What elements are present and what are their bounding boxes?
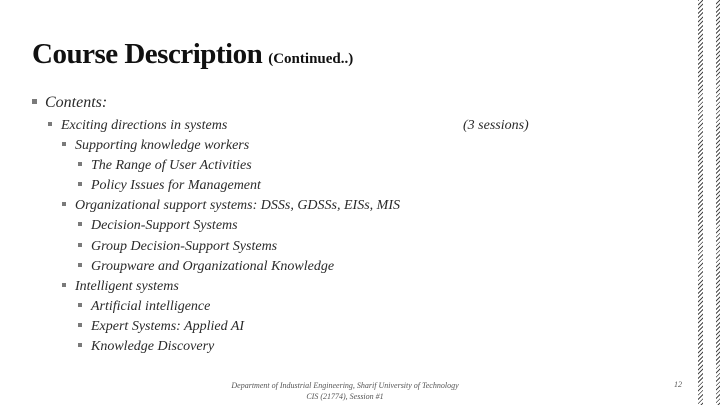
list-item xyxy=(62,138,249,154)
list-item-text: Expert Systems: Applied AI xyxy=(91,319,245,334)
list-item xyxy=(78,299,210,315)
square-bullet-icon xyxy=(78,222,82,226)
decorative-border-gap xyxy=(703,0,716,405)
list-item xyxy=(78,218,238,234)
list-item xyxy=(62,279,179,295)
slide-title-suffix: (Continued..) xyxy=(268,51,354,67)
square-bullet-icon xyxy=(78,162,82,166)
page-number: 12 xyxy=(674,380,682,389)
list-item-text: Groupware and Organizational Knowledge xyxy=(91,259,335,274)
sessions-note: (3 sessions) xyxy=(463,118,529,133)
contents-heading xyxy=(32,94,107,112)
list-item-text: Artificial intelligence xyxy=(91,299,211,314)
square-bullet-icon xyxy=(78,182,82,186)
list-item-text: Organizational support systems: DSSs, GDSSs, EISs, MIS xyxy=(75,198,400,213)
square-bullet-icon xyxy=(62,283,66,287)
square-bullet-icon xyxy=(78,323,82,327)
list-item xyxy=(78,178,261,194)
square-bullet-icon xyxy=(78,243,82,247)
list-item-text: Knowledge Discovery xyxy=(91,339,215,354)
list-item-text: Policy Issues for Management xyxy=(91,178,261,193)
list-item xyxy=(48,118,227,134)
square-bullet-icon xyxy=(62,202,66,206)
square-bullet-icon xyxy=(78,303,82,307)
square-bullet-icon xyxy=(32,99,37,104)
square-bullet-icon xyxy=(48,122,52,126)
footer-department: Department of Industrial Engineering, Sharif University of Technology xyxy=(231,381,459,390)
list-item-text: The Range of User Activities xyxy=(91,158,252,173)
square-bullet-icon xyxy=(78,343,82,347)
list-item xyxy=(62,198,400,214)
list-item-text: Decision-Support Systems xyxy=(91,218,238,233)
slide-title xyxy=(32,38,353,71)
list-item xyxy=(78,239,277,255)
list-item-text: Intelligent systems xyxy=(75,279,179,294)
square-bullet-icon xyxy=(62,142,66,146)
list-item xyxy=(78,158,252,174)
slide-footer xyxy=(160,380,530,402)
slide-title-main: Course Description xyxy=(32,38,263,70)
list-item xyxy=(78,259,334,275)
list-item-text: Supporting knowledge workers xyxy=(75,138,250,153)
list-item-text: Group Decision-Support Systems xyxy=(91,239,278,254)
contents-label: Contents: xyxy=(45,94,108,111)
list-item xyxy=(78,339,214,355)
list-item-text: Exciting directions in systems xyxy=(61,118,228,133)
list-item xyxy=(78,319,244,335)
footer-course: CIS (21774), Session #1 xyxy=(306,392,384,401)
square-bullet-icon xyxy=(78,263,82,267)
